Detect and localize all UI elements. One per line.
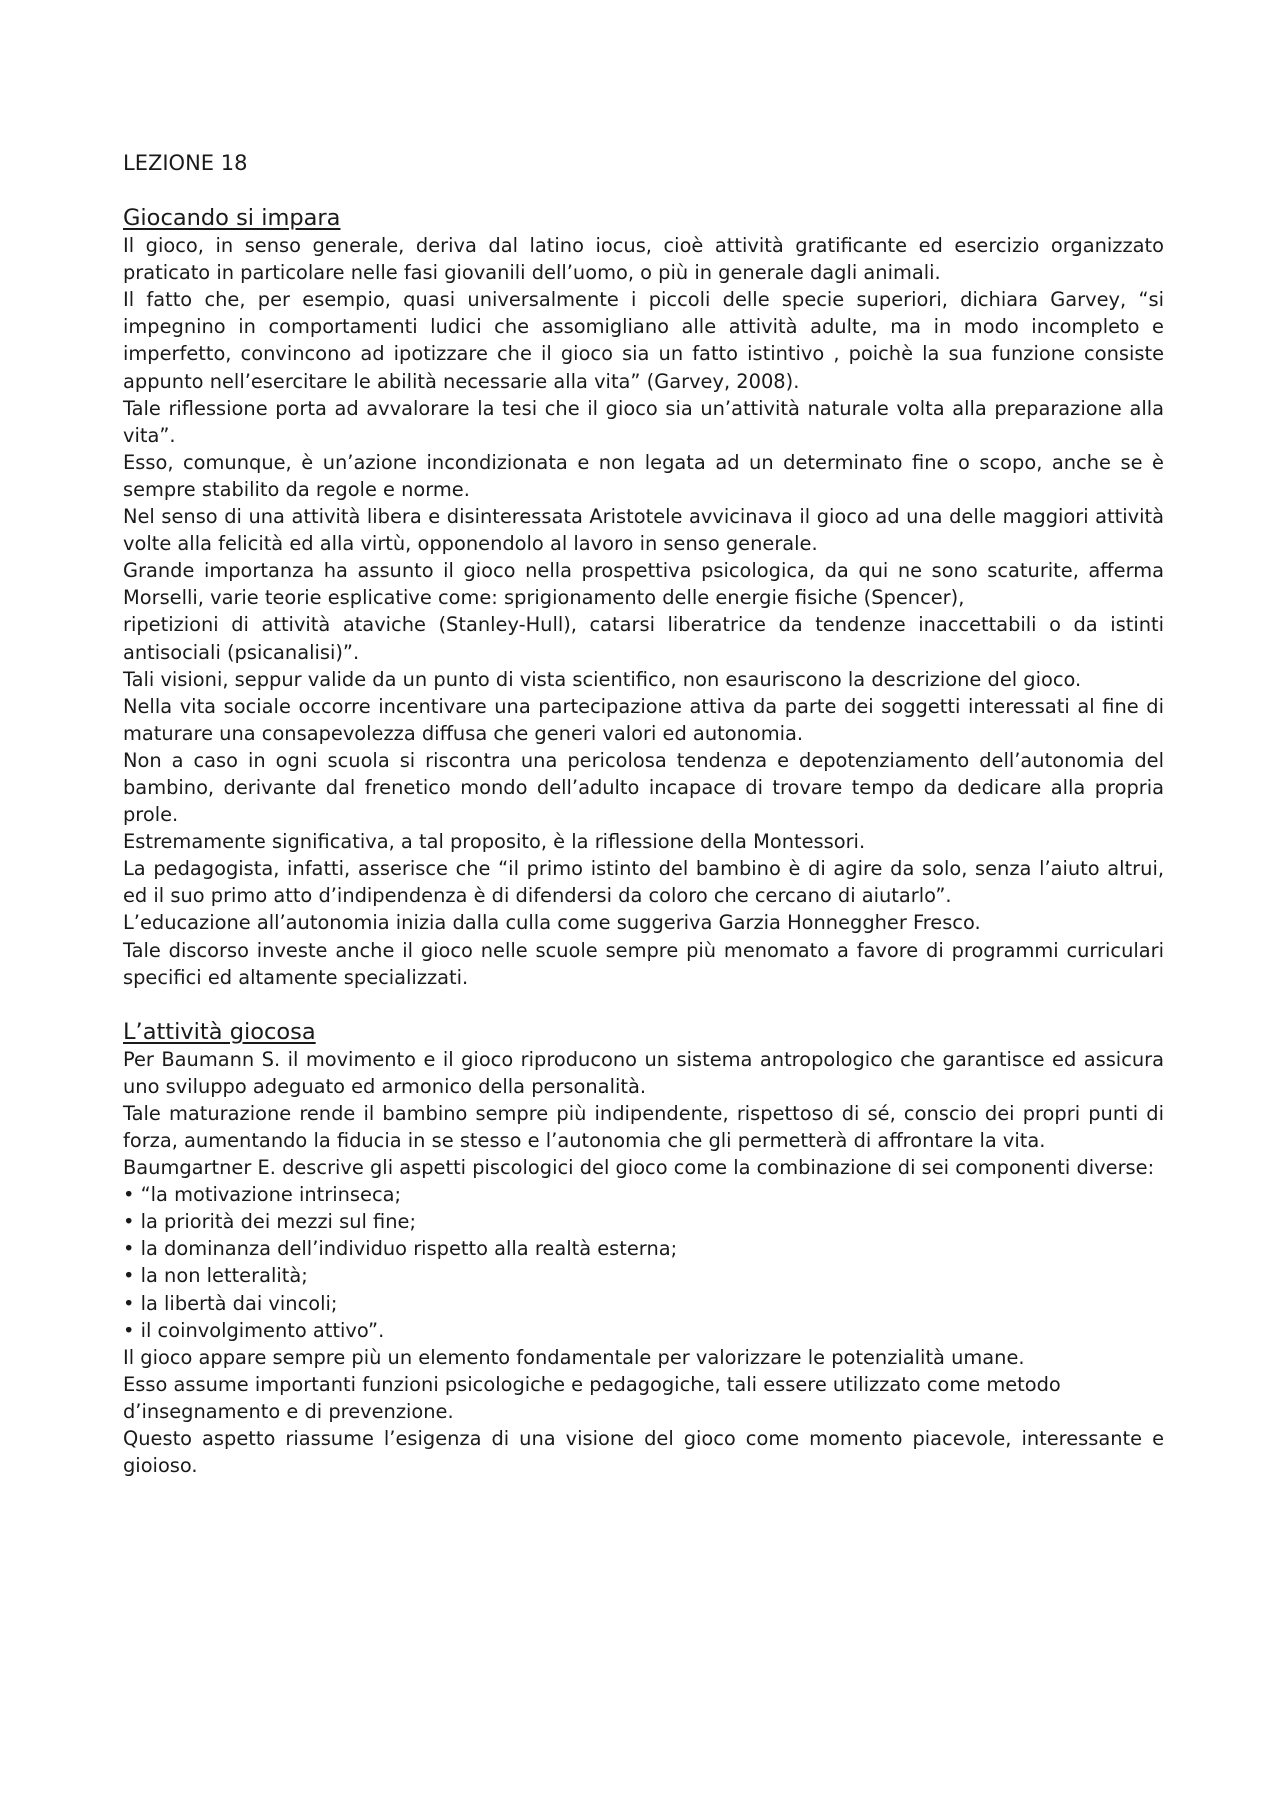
- list-item: • la priorità dei mezzi sul fine;: [123, 1208, 1164, 1235]
- paragraph: Grande importanza ha assunto il gioco nella prospettiva psicologica, da qui ne sono scaturite, afferma Morselli, varie teorie esplicative come: sprigionamento delle energie fisiche (Spencer),: [123, 559, 1164, 610]
- components-list: [123, 1181, 1164, 1344]
- section-title: Giocando si impara: [123, 205, 341, 232]
- paragraph: Estremamente significativa, a tal proposito, è la riflessione della Montessori.: [123, 830, 866, 854]
- paragraph: d’insegnamento e di prevenzione.: [123, 1399, 454, 1423]
- paragraph: Esso, comunque, è un’azione incondizionata e non legata ad un determinato fine o scopo, anche se è sempre stabilito da regole e norme.: [123, 450, 1164, 501]
- paragraph: ripetizioni di attività ataviche (Stanley-Hull), catarsi liberatrice da tendenze inaccettabili o da istinti antisociali (psicanalisi)”.: [123, 613, 1164, 664]
- paragraph: Per Baumann S. il movimento e il gioco riproducono un sistema antropologico che garantisce ed assicura uno sviluppo adeguato ed armonico della personalità.: [123, 1047, 1164, 1098]
- paragraph: Esso assume importanti funzioni psicologiche e pedagogiche, tali essere utilizzato come metodo: [123, 1372, 1061, 1396]
- section-spacer: [123, 991, 1164, 1018]
- paragraph: Il gioco, in senso generale, deriva dal latino iocus, cioè attività gratificante ed esercizio organizzato praticato in particolare nelle fasi giovanili dell’uomo, o più in generale dagli animali.: [123, 234, 1164, 285]
- lesson-title: LEZIONE 18: [123, 151, 248, 175]
- list-item: • la non letteralità;: [123, 1262, 1164, 1289]
- paragraph: Non a caso in ogni scuola si riscontra una pericolosa tendenza e depotenziamento dell’autonomia del bambino, derivante dal frenetico mondo dell’adulto incapace di trovare tempo da dedicare alla propria prole.: [123, 748, 1164, 827]
- paragraph: Il gioco appare sempre più un elemento fondamentale per valorizzare le potenzialità umane.: [123, 1345, 1025, 1369]
- paragraph: Il fatto che, per esempio, quasi universalmente i piccoli delle specie superiori, dichiara Garvey, “si impegnino in comportamenti ludici che assomigliano alle attività adulte, ma in modo incompleto e imperfetto, convincono ad ipotizzare che il gioco sia un fatto istintivo , poichè la sua funzione consiste appunto nell’esercitare le abilità necessarie alla vita” (Garvey, 2008).: [123, 288, 1164, 393]
- paragraph: Tale riflessione porta ad avvalorare la tesi che il gioco sia un’attività naturale volta alla preparazione alla vita”.: [123, 396, 1164, 447]
- paragraph: Questo aspetto riassume l’esigenza di una visione del gioco come momento piacevole, interessante e gioioso.: [123, 1427, 1164, 1478]
- list-item: • la dominanza dell’individuo rispetto alla realtà esterna;: [123, 1235, 1164, 1262]
- paragraph: La pedagogista, infatti, asserisce che “il primo istinto del bambino è di agire da solo, senza l’aiuto altrui, ed il suo primo atto d’indipendenza è di difendersi da coloro che cercano di aiutarlo”.: [123, 857, 1164, 908]
- list-item: • il coinvolgimento attivo”.: [123, 1317, 1164, 1344]
- paragraph: Nella vita sociale occorre incentivare una partecipazione attiva da parte dei soggetti interessati al fine di maturare una consapevolezza diffusa che generi valori ed autonomia.: [123, 694, 1164, 745]
- list-item: • la libertà dai vincoli;: [123, 1290, 1164, 1317]
- paragraph: Baumgartner E. descrive gli aspetti piscologici del gioco come la combinazione di sei componenti diverse:: [123, 1156, 1155, 1180]
- paragraph: Tali visioni, seppur valide da un punto di vista scientifico, non esauriscono la descrizione del gioco.: [123, 667, 1082, 691]
- list-item: • “la motivazione intrinseca;: [123, 1181, 1164, 1208]
- document-page: [123, 150, 1164, 1479]
- paragraph: Tale discorso investe anche il gioco nelle scuole sempre più menomato a favore di programmi curriculari specifici ed altamente specializzati.: [123, 938, 1164, 989]
- paragraph: Tale maturazione rende il bambino sempre più indipendente, rispettoso di sé, conscio dei propri punti di forza, aumentando la fiducia in se stesso e l’autonomia che gli permetterà di affrontare la vita.: [123, 1101, 1164, 1152]
- paragraph: Nel senso di una attività libera e disinteressata Aristotele avvicinava il gioco ad una delle maggiori attività volte alla felicità ed alla virtù, opponendolo al lavoro in senso generale.: [123, 505, 1164, 556]
- paragraph: L’educazione all’autonomia inizia dalla culla come suggeriva Garzia Honneggher Fresco.: [123, 911, 981, 935]
- section-title: L’attività giocosa: [123, 1018, 316, 1045]
